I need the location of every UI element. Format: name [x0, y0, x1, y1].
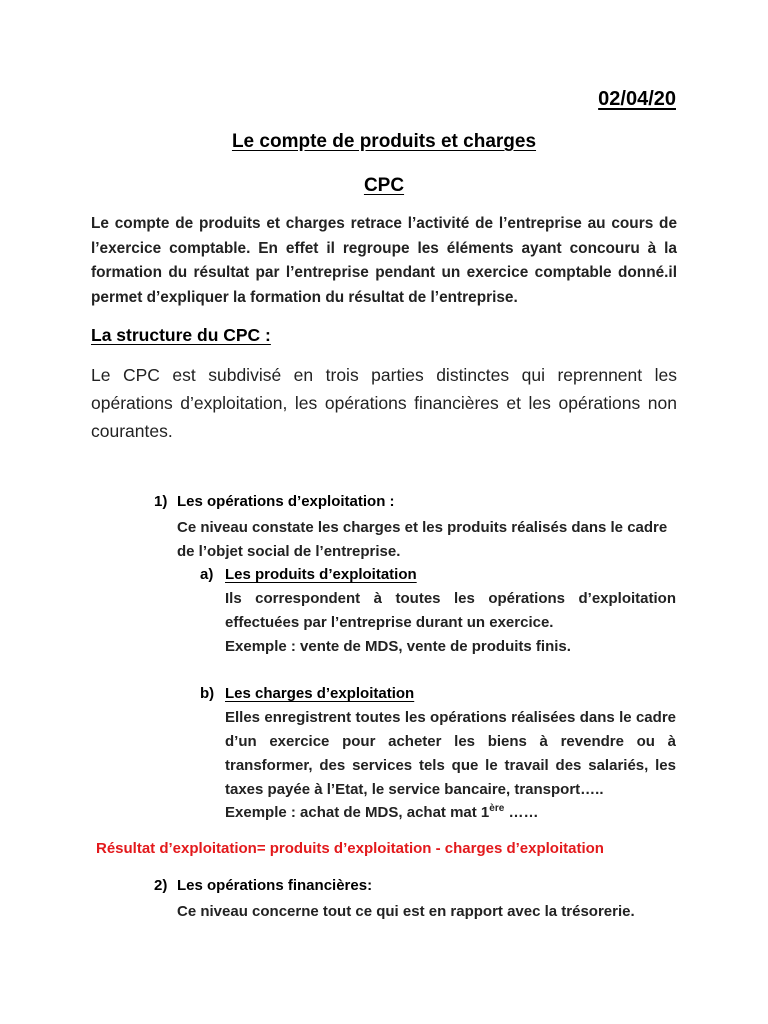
section2-text: Ce niveau concerne tout ce qui est en rapport avec la trésorerie.	[177, 903, 635, 920]
document-subtitle: CPC	[363, 175, 405, 196]
structure-paragraph: Le CPC est subdivisé en trois parties distinctes qui reprennent les opérations d’exploitation, les opérations financières et les opérations non courantes.	[91, 365, 677, 441]
sub-b-text: Elles enregistrent toutes les opérations réalisées dans le cadre d’un exercice pour acheter les biens à revendre ou à transformer, des services tels que le travail des salariés, les taxes payée à l’Etat, le service bancaire, transport…..	[225, 709, 676, 798]
sub-a-letter: a)	[200, 566, 214, 583]
sub-a-text: Ils correspondent à toutes les opérations d’exploitation effectuées par l’entreprise durant un exercice.	[225, 590, 676, 631]
section1-text-line1: Ce niveau constate les charges et les produits réalisés dans le cadre	[177, 519, 668, 536]
section1-text-line2: de l’objet social de l’entreprise.	[177, 543, 401, 560]
sub-b-example	[225, 801, 538, 825]
sub-a-example: Exemple : vente de MDS, vente de produits finis.	[225, 638, 571, 655]
sub-b-example-sup: ère	[489, 803, 505, 814]
document-date: 02/04/20	[598, 88, 676, 110]
exploitation-formula: Résultat d’exploitation= produits d’exploitation - charges d’exploitation	[96, 840, 604, 857]
section1-number: 1)	[154, 493, 168, 510]
structure-heading: La structure du CPC :	[91, 325, 271, 345]
sub-b-example-prefix: Exemple : achat de MDS, achat mat 1	[225, 804, 490, 821]
section1-heading: Les opérations d’exploitation :	[177, 493, 395, 510]
sub-a-heading: Les produits d’exploitation	[225, 566, 417, 583]
sub-b-letter: b)	[200, 685, 215, 702]
sub-b-example-suffix: ……	[504, 804, 539, 821]
section2-heading: Les opérations financières:	[177, 877, 373, 894]
document-title: Le compte de produits et charges	[231, 131, 537, 152]
intro-paragraph: Le compte de produits et charges retrace l’activité de l’entreprise au cours de l’exercice comptable. En effet il regroupe les éléments ayant concouru à la formation du résultat par l’entreprise pendant un exercice comptable donné.il permet d’expliquer la formation du résultat de l’entreprise.	[91, 215, 677, 306]
sub-b-heading: Les charges d’exploitation	[225, 685, 415, 702]
section2-number: 2)	[154, 877, 168, 894]
